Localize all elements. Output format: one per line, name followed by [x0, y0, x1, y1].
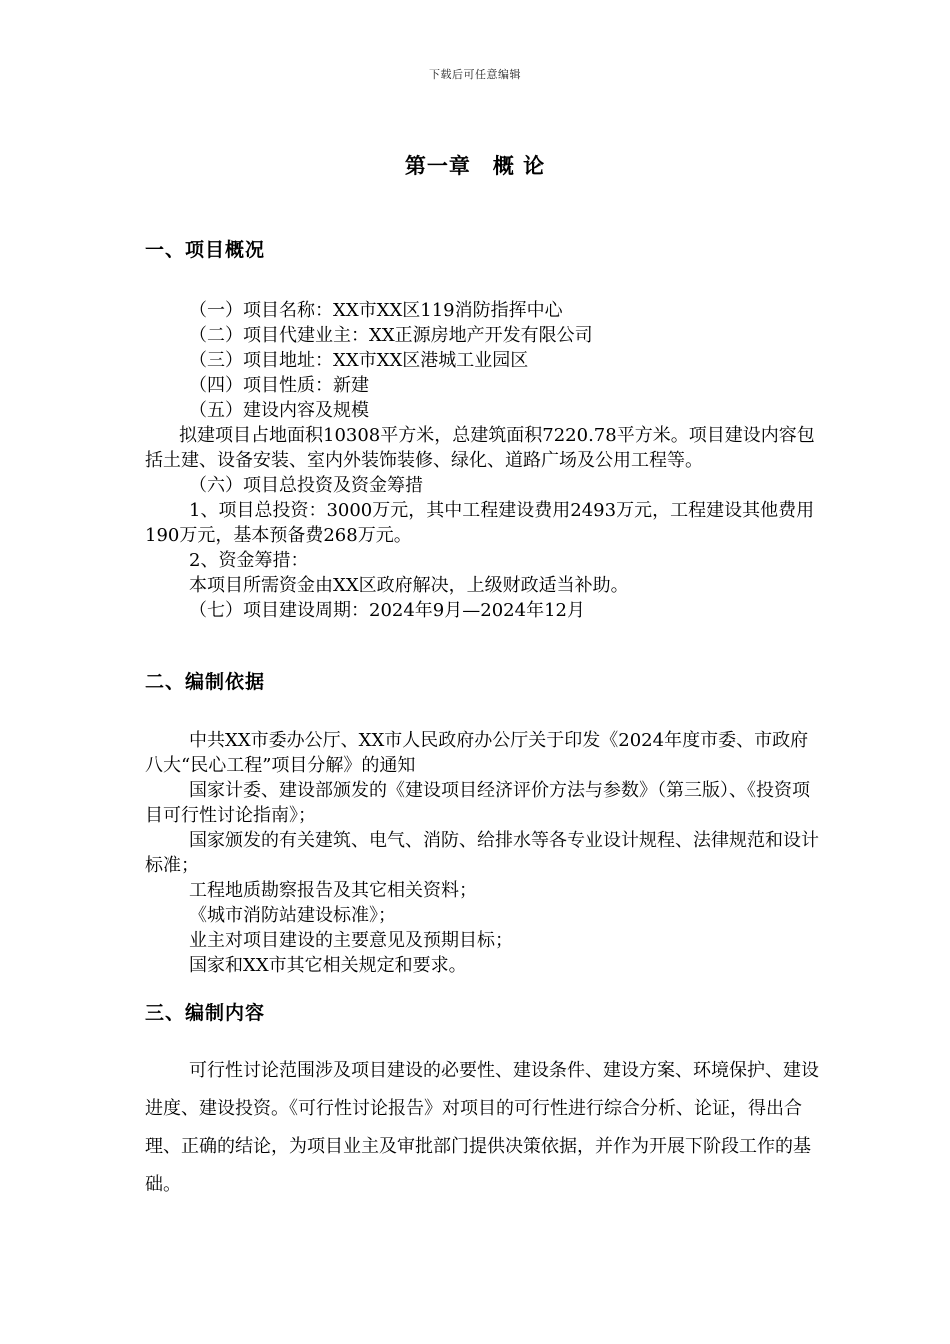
page-header-note: 下载后可任意编辑 [429, 68, 521, 81]
section-compilation-content-body [145, 1052, 825, 1204]
section-compilation-basis [145, 667, 825, 694]
list-item: （一）项目名称：XX市XX区119消防指挥中心 [189, 300, 563, 321]
list-item: （六）项目总投资及资金筹措 [189, 475, 423, 496]
paragraph: 业主对项目建设的主要意见及预期目标； [189, 930, 513, 951]
list-item: （三）项目地址：XX市XX区港城工业园区 [189, 350, 529, 371]
section-heading: 三、编制内容 [145, 1002, 266, 1024]
section-heading: 一、项目概况 [145, 239, 266, 261]
paragraph: 1、项目总投资：3000万元，其中工程建设费用2493万元，工程建设其他费用190万元，基本预备费268万元。 [145, 500, 815, 546]
list-item: （四）项目性质：新建 [189, 375, 369, 396]
list-item: （七）项目建设周期：2024年9月—2024年12月 [189, 600, 585, 621]
section-compilation-basis-body [145, 728, 825, 978]
paragraph: 拟建项目占地面积10308平方米，总建筑面积7220.78平方米。项目建设内容包括土建、设备安装、室内外装饰装修、绿化、道路广场及公用工程等。 [145, 425, 815, 471]
list-item: 2、资金筹措： [189, 550, 309, 571]
paragraph: 国家计委、建设部颁发的《建设项目经济评价方法与参数》（第三版）、《投资项目可行性讨论指南》； [145, 780, 810, 826]
paragraph: 可行性讨论范围涉及项目建设的必要性、建设条件、建设方案、环境保护、建设进度、建设投资。《可行性讨论报告》对项目的可行性进行综合分析、论证，得出合理、正确的结论，为项目业主及审批部门提供决策依据，并作为开展下阶段工作的基础。 [145, 1060, 819, 1195]
paragraph: 中共XX市委办公厅、XX市人民政府办公厅关于印发《2024年度市委、市政府八大“民心工程”项目分解》的通知 [145, 730, 809, 776]
section-project-overview [145, 235, 825, 262]
paragraph: 《城市消防站建设标准》； [189, 905, 396, 926]
paragraph: 工程地质勘察报告及其它相关资料； [189, 880, 477, 901]
list-item: （二）项目代建业主：XX正源房地产开发有限公司 [189, 325, 593, 346]
paragraph: 国家和XX市其它相关规定和要求。 [189, 955, 467, 976]
paragraph: 国家颁发的有关建筑、电气、消防、给排水等各专业设计规程、法律规范和设计标准； [145, 830, 819, 876]
section-heading: 二、编制依据 [145, 671, 266, 693]
section-compilation-content [145, 998, 825, 1025]
list-item: （五）建设内容及规模 [189, 400, 369, 421]
section-project-overview-body [145, 298, 825, 623]
paragraph: 本项目所需资金由XX区政府解决，上级财政适当补助。 [189, 575, 629, 596]
chapter-title: 第一章 概 论 [404, 154, 546, 178]
